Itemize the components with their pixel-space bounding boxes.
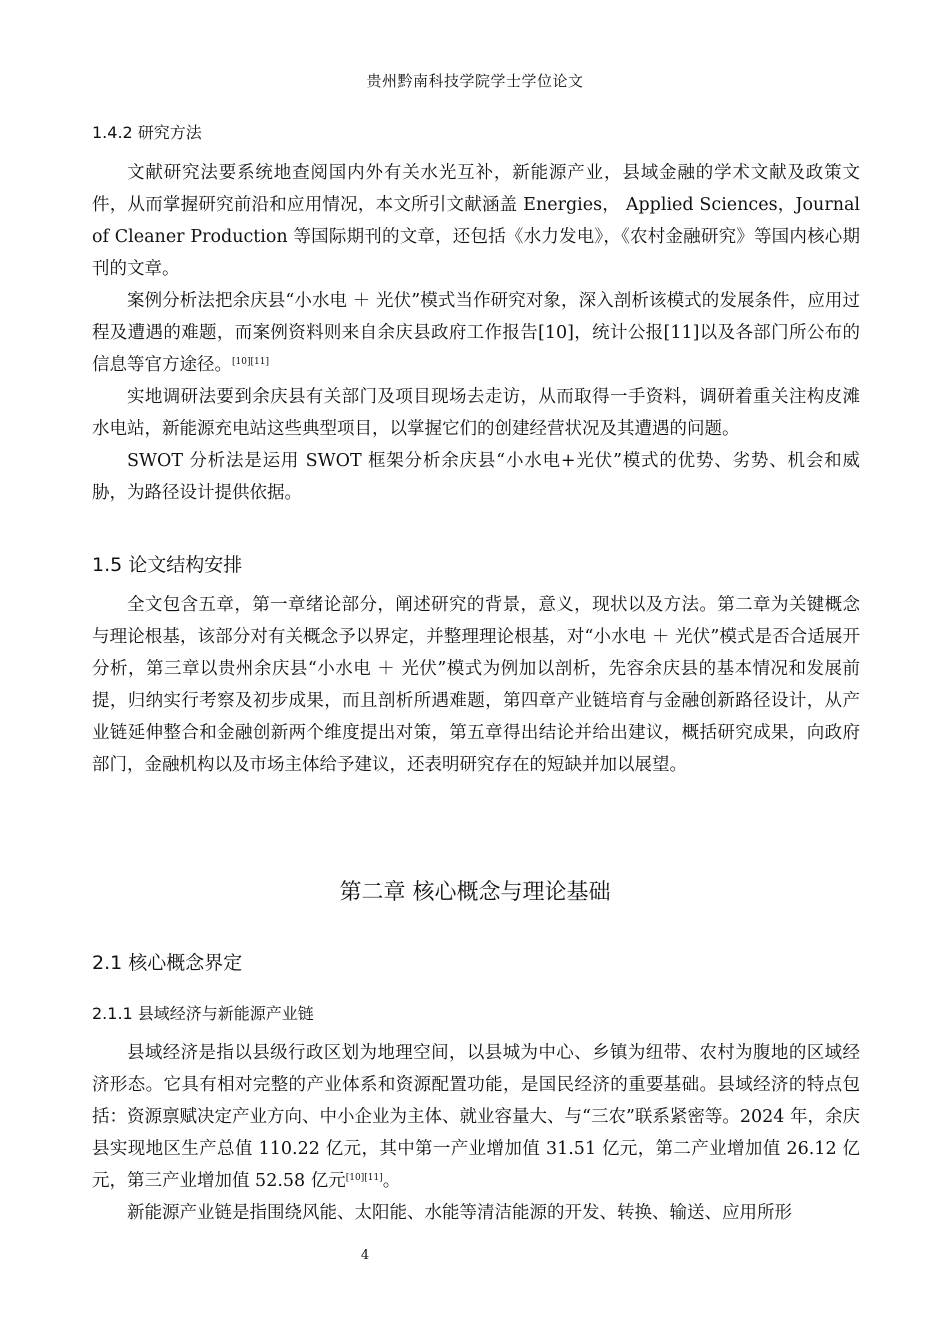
citation-superscript: [10][11] — [232, 357, 269, 367]
paragraph-structure: 全文包含五章，第一章绪论部分，阐述研究的背景，意义，现状以及方法。第二章为关键概念与理论根基，该部分对有关概念予以界定，并整理理论根基，对“小水电 ＋ 光伏”模式是否合适展开分析，第三章以贵州余庆县“小水电 ＋ 光伏”模式为例加以剖析，先容余庆县的基本情况和发展前提，归纳实行考察及初步成果，而且剖析所遇难题，第四章产业链培育与金融创新路径设计，从产业链延伸整合和金融创新两个维度提出对策，第五章得出结论并给出建议，概括研究成果，向政府部门，金融机构以及市场主体给予建议，还表明研究存在的短缺并加以展望。 — [92, 595, 860, 775]
paragraph-county-economy — [92, 1037, 860, 1197]
section-heading-2-1-1: 2.1.1 县域经济与新能源产业链 — [92, 1004, 314, 1023]
paragraph-literature-method: 文献研究法要系统地查阅国内外有关水光互补，新能源产业，县域金融的学术文献及政策文件，从而掌握研究前沿和应用情况，本文所引文献涵盖 Energies， Applied Sciences，Journal of Cleaner Production 等国际期刊的文章，还包括《水力发电》，《农村金融研究》等国内核心期刊的文章。 — [92, 163, 860, 279]
section-heading-2-1: 2.1 核心概念界定 — [92, 952, 243, 974]
paragraph-field-method: 实地调研法要到余庆县有关部门及项目现场去走访，从而取得一手资料，调研着重关注构皮滩水电站，新能源充电站这些典型项目，以掌握它们的创建经营状况及其遭遇的问题。 — [92, 387, 860, 439]
running-header: 贵州黔南科技学院学士学位论文 — [366, 72, 584, 90]
section-heading-1-4-2: 1.4.2 研究方法 — [92, 123, 202, 142]
paragraph-industry-chain: 新能源产业链是指围绕风能、太阳能、水能等清洁能源的开发、转换、输送、应用所形 — [127, 1203, 792, 1223]
citation-superscript: [10][11] — [345, 1173, 383, 1183]
paragraph-case-method — [92, 285, 860, 381]
paragraph-swot-method: SWOT 分析法是运用 SWOT 框架分析余庆县“小水电+光伏”模式的优势、劣势、机会和威胁，为路径设计提供依据。 — [92, 451, 860, 503]
page-number: 4 — [360, 1248, 370, 1263]
section-heading-1-5: 1.5 论文结构安排 — [92, 554, 243, 576]
paragraph-text: 案例分析法把余庆县“小水电 ＋ 光伏”模式当作研究对象，深入剖析该模式的发展条件，应用过程及遭遇的难题，而案例资料则来自余庆县政府工作报告[10]，统计公报[11]以及各部门所公布的信息等官方途径。 — [92, 291, 860, 375]
chapter-title: 第二章 核心概念与理论基础 — [339, 880, 611, 905]
paragraph-text: 县域经济是指以县级行政区划为地理空间，以县城为中心、乡镇为纽带、农村为腹地的区域经济形态。它具有相对完整的产业体系和资源配置功能，是国民经济的重要基础。县域经济的特点包括：资源禀赋决定产业方向、中小企业为主体、就业容量大、与“三农”联系紧密等。2024 年，余庆县实现地区生产总值 110.22 亿元，其中第一产业增加值 31.51 亿元，第二产业增加值 26.12 亿元，第三产业增加值 52.58 亿元 — [92, 1043, 860, 1191]
paragraph-tail: 。 — [382, 1171, 401, 1191]
